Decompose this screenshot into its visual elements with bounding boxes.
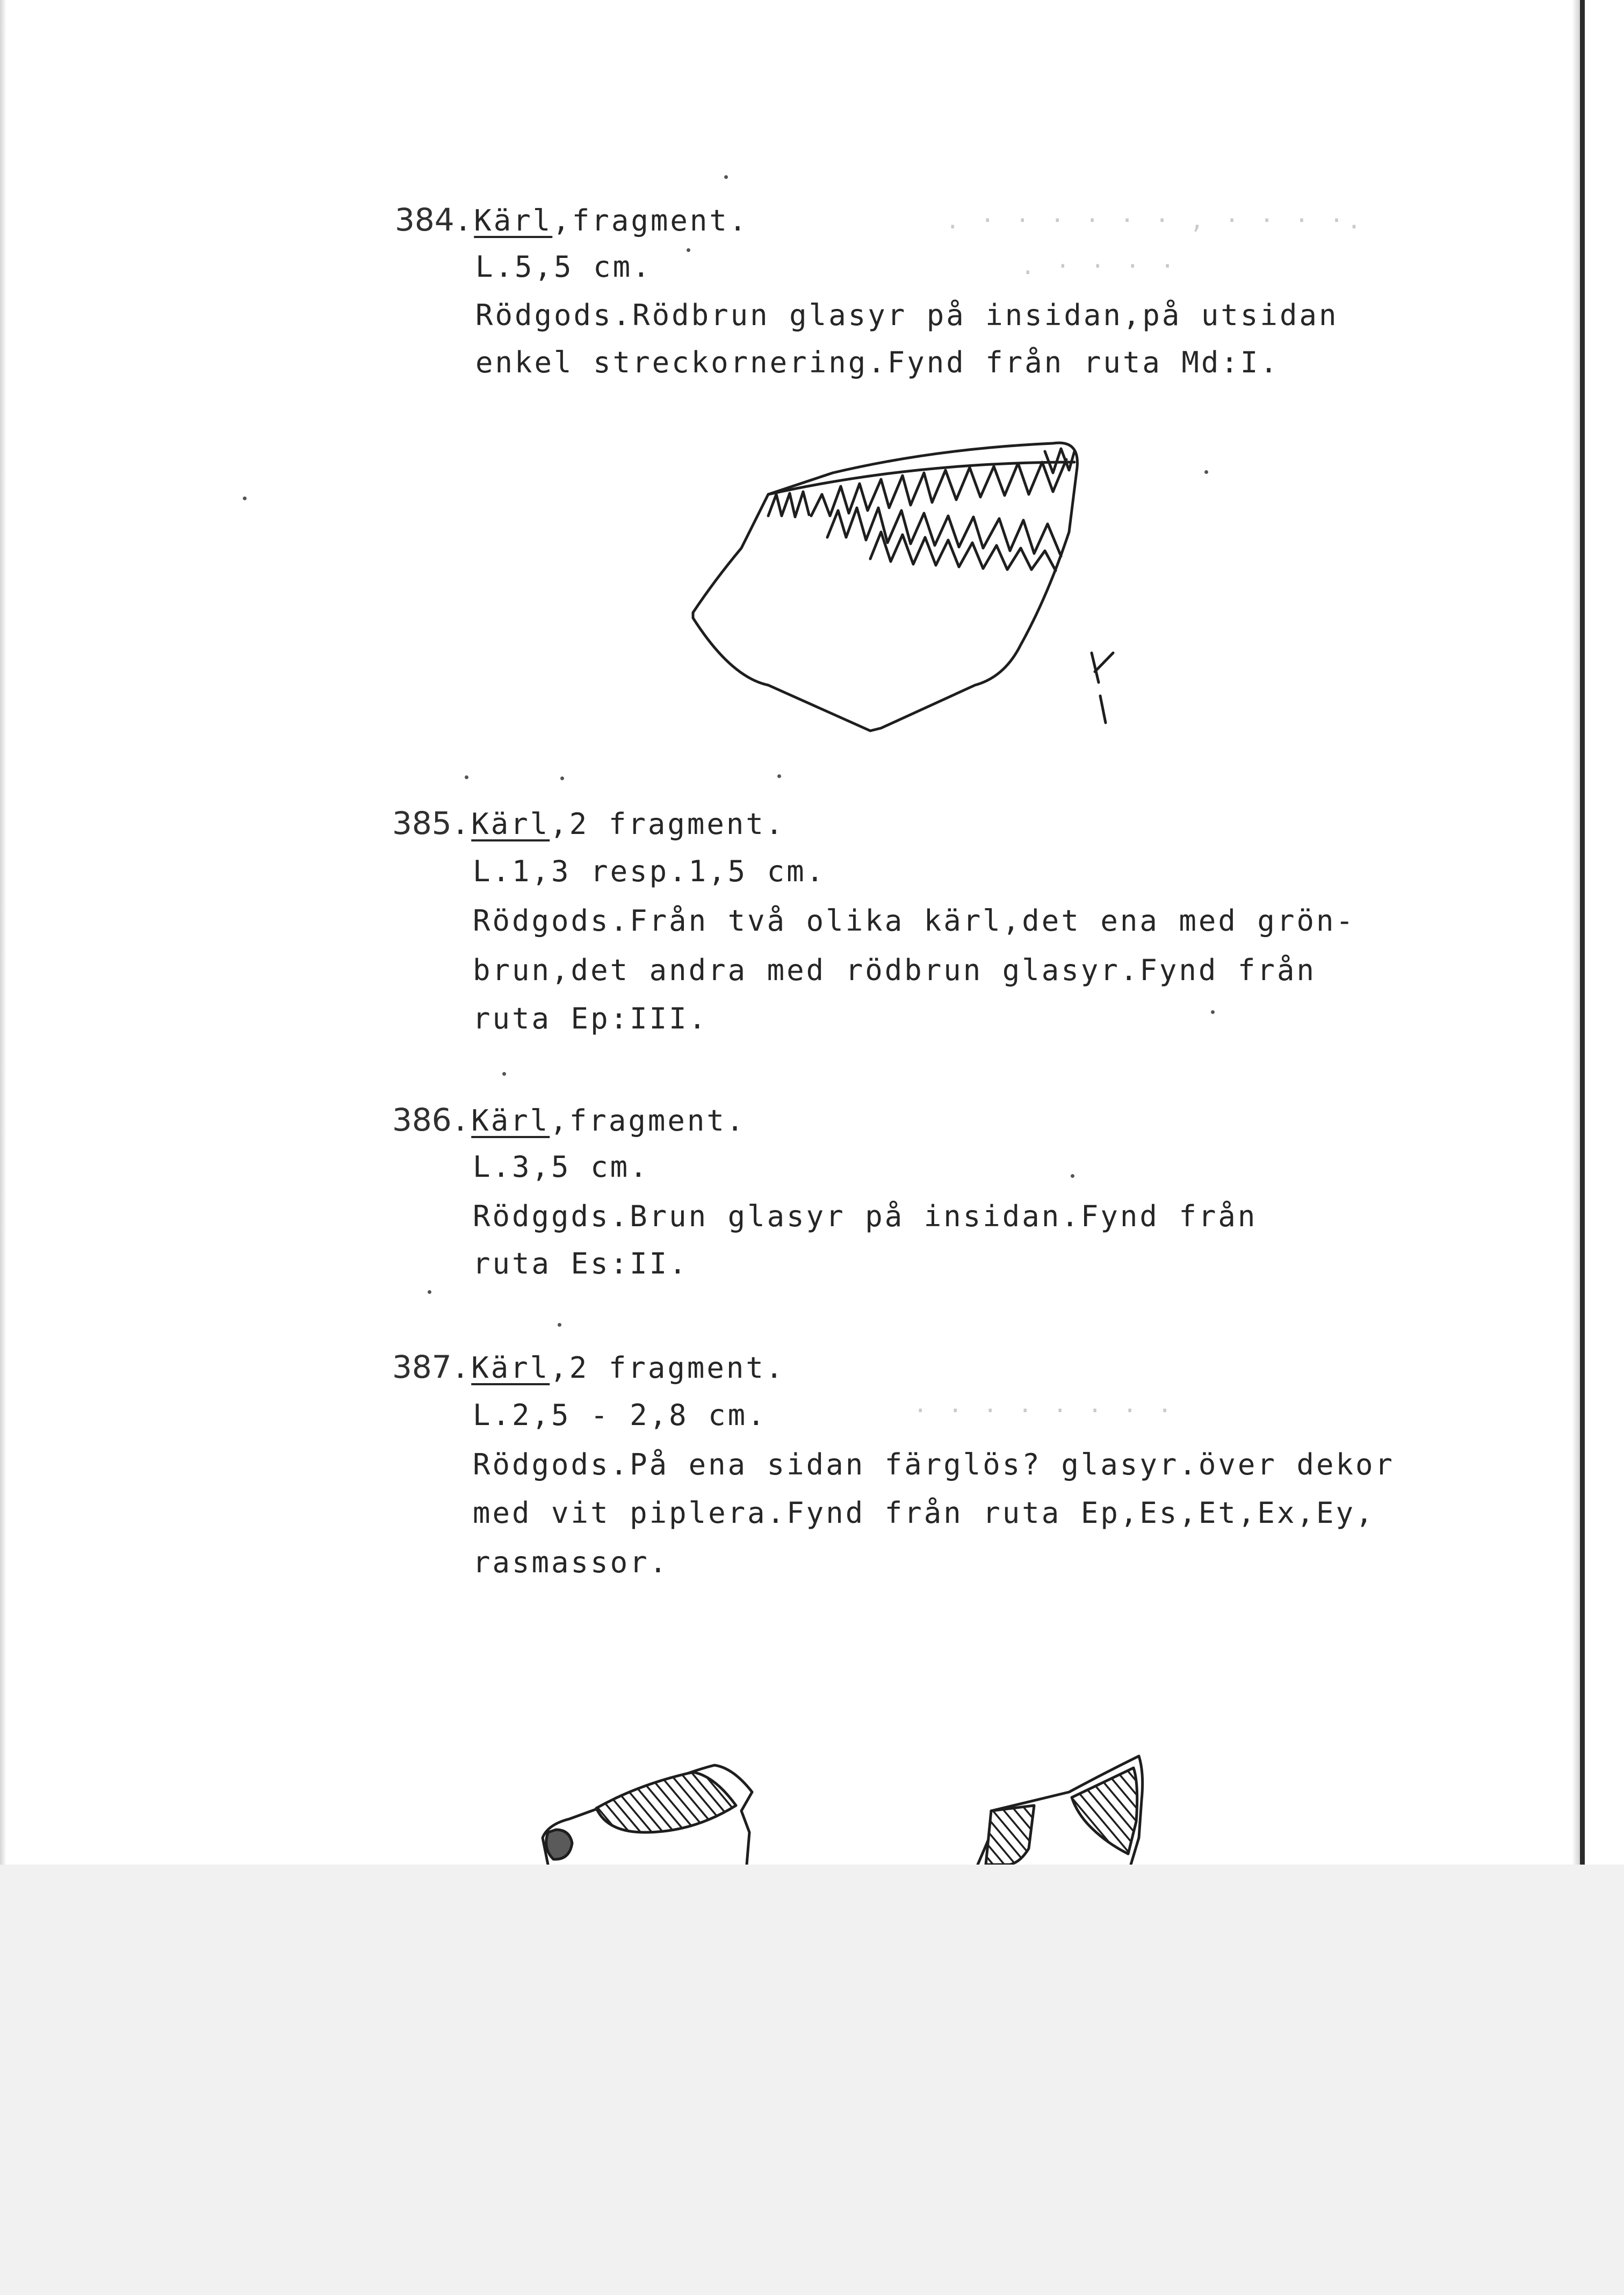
bleed-through-text: · · · · · · · · <box>913 1397 1175 1425</box>
entry-desc-line: brun,det andra med rödbrun glasyr.Fynd från <box>473 953 1316 987</box>
entry-heading: 386.Kärl,fragment. <box>392 1102 746 1138</box>
entry-title-rest: ,fragment. <box>550 1104 746 1138</box>
entry-number: 385 <box>392 805 452 841</box>
entry-measure: L.2,5 - 2,8 cm. <box>473 1398 767 1432</box>
entry-heading: 387.Kärl,2 fragment. <box>392 1349 785 1385</box>
entry-heading: 384.Kärl,fragment. <box>395 202 749 238</box>
entry-desc-line: rasmassor. <box>473 1545 669 1579</box>
entry-number: 387 <box>392 1349 452 1385</box>
bleed-through-text: . · · · · <box>1021 253 1178 280</box>
entry-measure: L.5,5 cm. <box>475 250 652 284</box>
entry-desc-line: med vit piplera.Fynd från ruta Ep,Es,Et,Ex,Ey, <box>473 1496 1375 1530</box>
entry-desc-line: Rödgods.På ena sidan färglös? glasyr.över dekor <box>473 1448 1395 1481</box>
entry-measure: L.1,3 resp.1,5 cm. <box>473 854 826 888</box>
entry-title-rest: ,fragment. <box>552 204 749 238</box>
entry-desc-line: enkel streckornering.Fynd från ruta Md:I. <box>475 346 1280 379</box>
entry-number: 384 <box>395 202 454 238</box>
entry-title: Kärl <box>474 204 553 238</box>
bleed-through-text: . · · · · · · , · · · ·. <box>945 207 1365 234</box>
entry-desc-line: Rödgods.Rödbrun glasyr på insidan,på utsidan <box>475 298 1339 332</box>
entry-desc-line: ruta Es:II. <box>473 1247 689 1280</box>
entry-measure: L.3,5 cm. <box>473 1150 649 1184</box>
entry-desc-line: Rödggds.Brun glasyr på insidan.Fynd från <box>473 1199 1258 1233</box>
entry-title-rest: ,2 fragment. <box>550 807 785 841</box>
entry-heading: 385.Kärl,2 fragment. <box>392 805 785 841</box>
entry-desc-line: Rödgods.Från två olika kärl,det ena med grön- <box>473 904 1355 938</box>
entry-title: Kärl <box>471 807 550 841</box>
entry-desc-line: ruta Ep:III. <box>473 1002 709 1035</box>
entry-title-rest: ,2 fragment. <box>550 1351 785 1385</box>
entry-title: Kärl <box>471 1351 550 1385</box>
entry-title: Kärl <box>471 1104 550 1138</box>
entry-number: 386 <box>392 1102 452 1138</box>
